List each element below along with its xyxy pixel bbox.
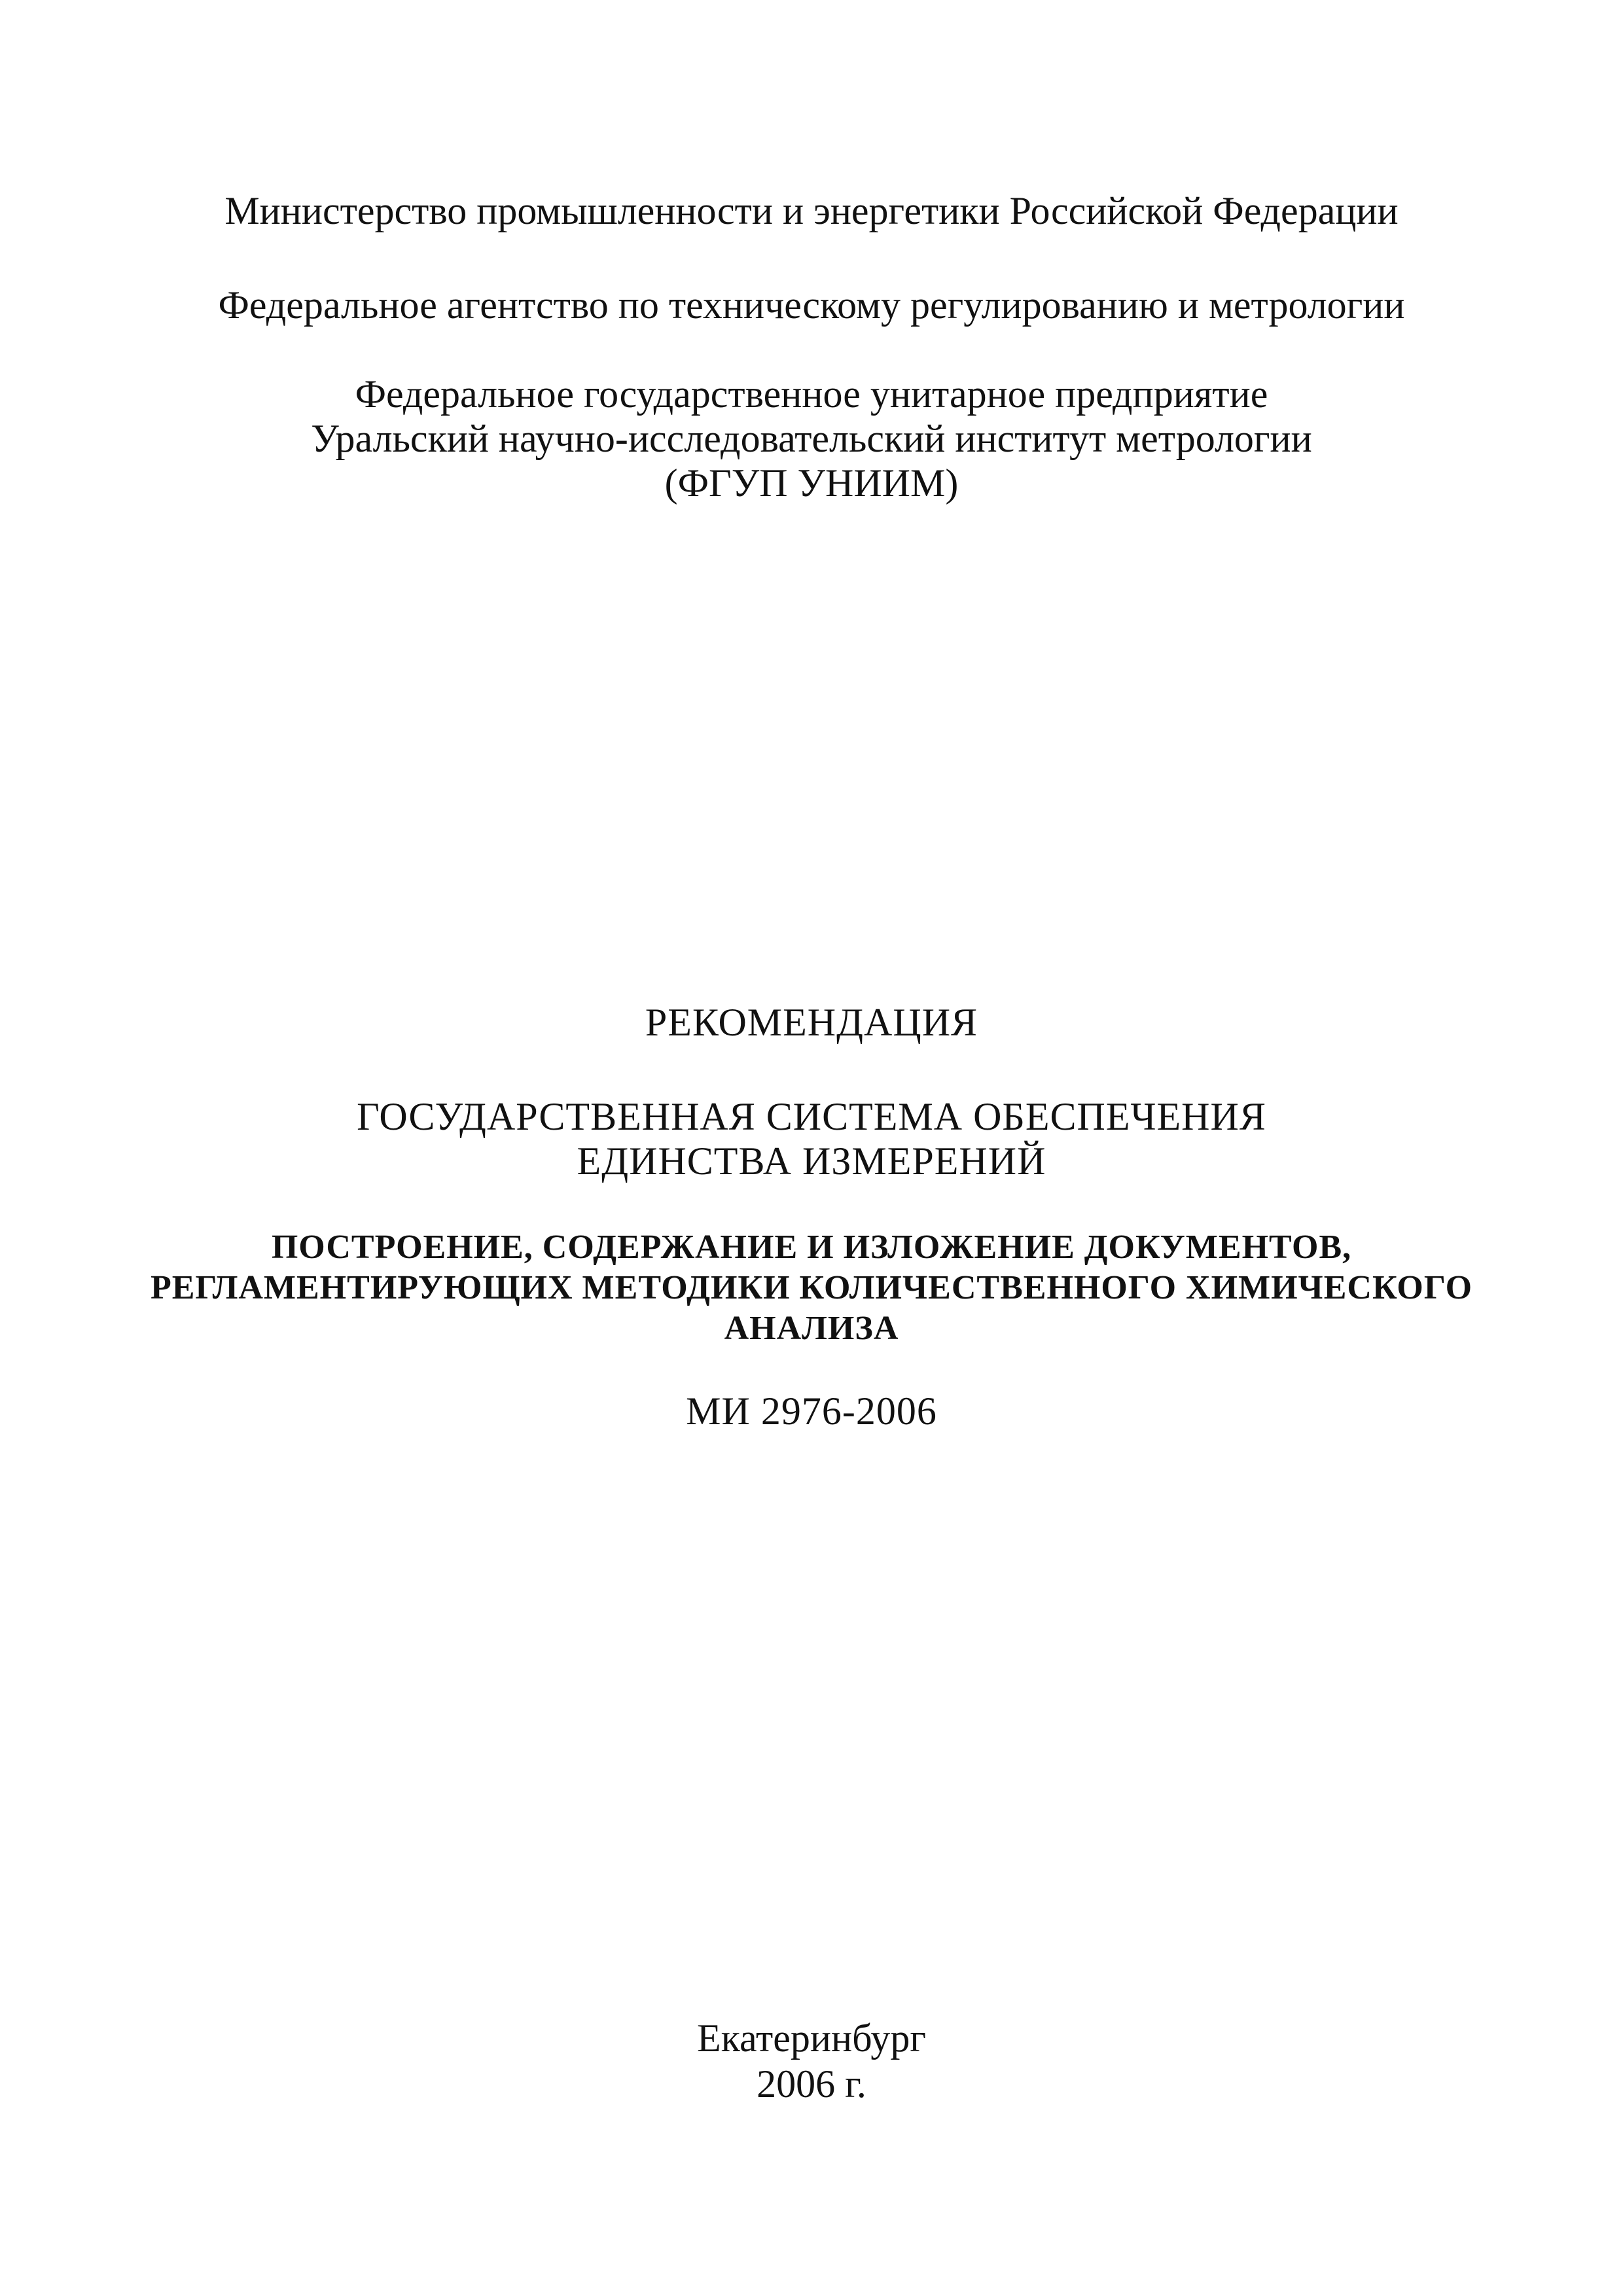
agency-name: Федеральное агентство по техническому регулированию и метрологии	[218, 283, 1405, 327]
enterprise-name-line2: Уральский научно-исследовательский институт метрологии	[311, 417, 1312, 460]
document-title-line2: РЕГЛАМЕНТИРУЮЩИХ МЕТОДИКИ КОЛИЧЕСТВЕННОГО ХИМИЧЕСКОГО	[150, 1269, 1473, 1306]
document-title-line3: АНАЛИЗА	[724, 1310, 899, 1347]
document-title-line1: ПОСТРОЕНИЕ, СОДЕРЖАНИЕ И ИЗЛОЖЕНИЕ ДОКУМЕНТОВ,	[271, 1229, 1352, 1266]
publication-city: Екатеринбург	[697, 2017, 926, 2060]
system-name-line2: ЕДИНСТВА ИЗМЕРЕНИЙ	[577, 1139, 1046, 1183]
enterprise-name-line1: Федеральное государственное унитарное предприятие	[355, 372, 1268, 416]
publication-year: 2006 г.	[757, 2062, 866, 2106]
ministry-name: Министерство промышленности и энергетики Российской Федерации	[224, 189, 1399, 232]
document-code: МИ 2976-2006	[686, 1390, 937, 1433]
system-name-line1: ГОСУДАРСТВЕННАЯ СИСТЕМА ОБЕСПЕЧЕНИЯ	[357, 1095, 1266, 1138]
document-type: РЕКОМЕНДАЦИЯ	[645, 1001, 978, 1044]
enterprise-abbreviation: (ФГУП УНИИМ)	[664, 461, 959, 505]
